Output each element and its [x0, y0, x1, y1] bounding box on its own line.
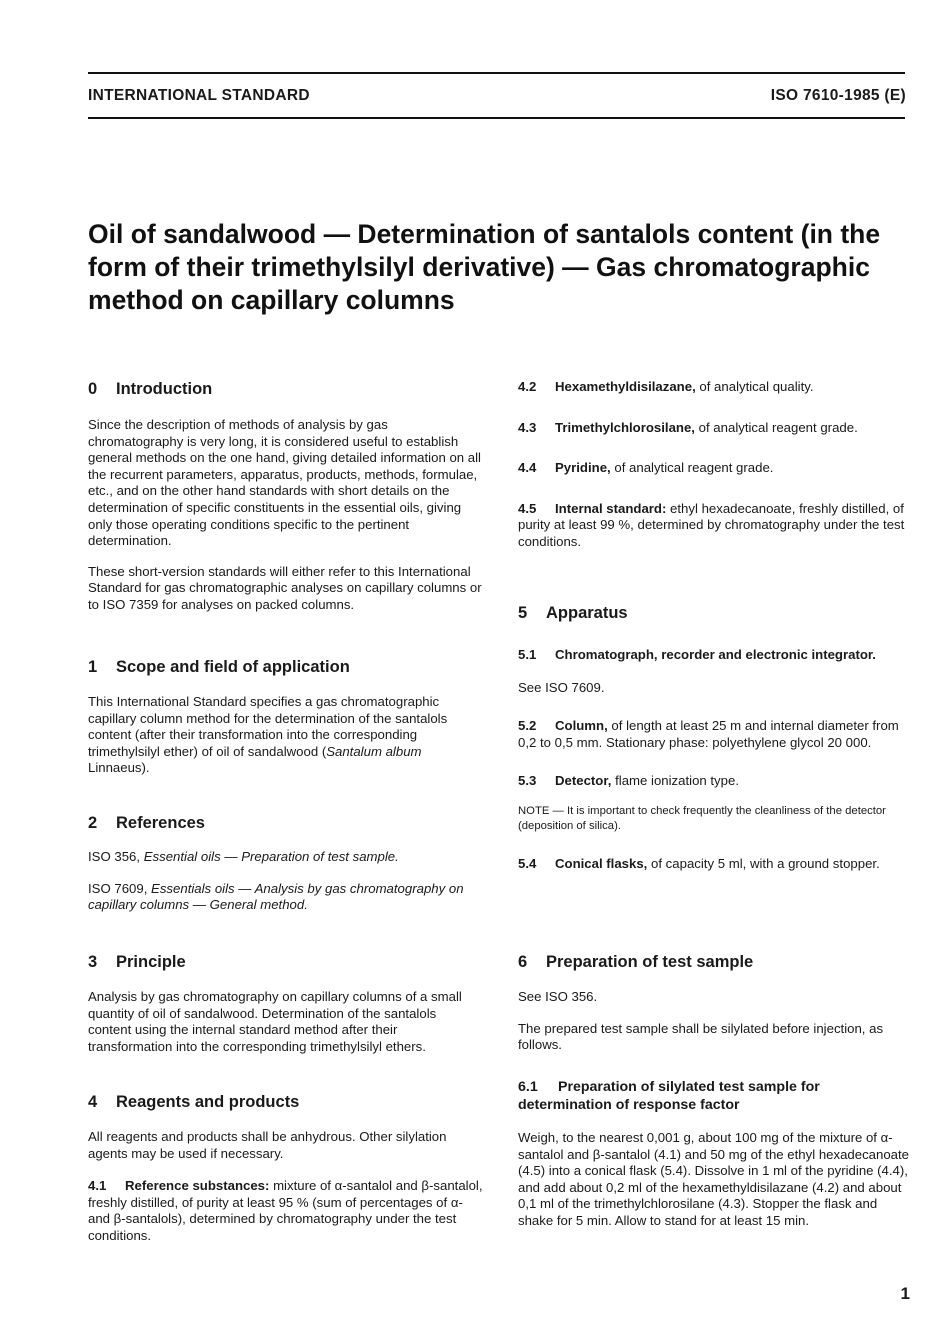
- item-4-1: 4.1 Reference substances: mixture of α-santalol and β-santalol, freshly distilled, of purity at least 95 % (sum of percentages of α- and β-santalols), determined by chromatography under the test conditions.: [88, 1178, 483, 1243]
- silylation-procedure: Weigh, to the nearest 0,001 g, about 100 mg of the mixture of α-santalol and β-santalol (4.1) and 50 mg of the ethyl hexadecanoate (4.5) into a conical flask (5.4). Dissolve in 1 ml of the pyridine (4.4), and add about 0,2 ml of the hexamethyldisilazane (4.2) and about 0,1 ml of the trimethylchlorosilane (4.3). Stopper the flask and shake for 5 min. Allow to stand for at least 15 min.: [518, 1130, 910, 1228]
- section-2-heading: 2 References: [88, 814, 205, 832]
- item-5-1-text: See ISO 7609.: [518, 679, 605, 695]
- intro-paragraph-2: These short-version standards will either refer to this International Standard for gas chromatographic analyses on capillary columns or to ISO 7359 for analyses on packed columns.: [88, 563, 482, 612]
- section-1-heading: 1 Scope and field of application: [88, 658, 350, 676]
- subsection-6-1-heading: 6.1 Preparation of silylated test sample for determination of response factor: [518, 1079, 820, 1113]
- section-0-body: [88, 417, 483, 614]
- section-6-paragraph: The prepared test sample shall be silylated before injection, as follows.: [518, 1020, 884, 1053]
- reference-iso-7609: ISO 7609, Essentials oils — Analysis by gas chromatography on capillary columns — General method.: [88, 880, 464, 913]
- item-5-3: 5.3 Detector, flame ionization type.: [518, 773, 739, 789]
- note-detector: NOTE — It is important to check frequently the cleanliness of the detector (deposition of silica).: [518, 804, 886, 832]
- item-4-4: 4.4 Pyridine, of analytical reagent grade.: [518, 460, 774, 476]
- section-3-heading: 3 Principle: [88, 953, 186, 971]
- intro-paragraph-1: Since the description of methods of analysis by gas chromatography is very long, it is considered useful to establish general methods on the one hand, giving detailed information on all the recurrent parameters, apparatus, products, methods, formulae, etc., and on the other hand standards with short details on the determination of specific constituents in the essential oils, giving only those operating conditions specific to the pertinent determination.: [88, 417, 481, 549]
- subsection-6-1-body: [518, 1130, 910, 1230]
- scope-paragraph: This International Standard specifies a gas chromatographic capillary column method for the determination of the santalols content (after their transformation into the corresponding trimethylsilyl ether) of oil of sandalwood (Santalum album Linnaeus).: [88, 694, 448, 776]
- section-6-heading: 6 Preparation of test sample: [518, 953, 754, 971]
- section-6-see: See ISO 356.: [518, 989, 598, 1004]
- section-5-body: [518, 647, 910, 873]
- item-4-5: 4.5 Internal standard: ethyl hexadecanoate, freshly distilled, of purity at least 99 %, determined by chromatography under the test conditions.: [518, 500, 905, 549]
- section-4-heading: 4 Reagents and products: [88, 1093, 300, 1111]
- top-rule: [88, 72, 905, 74]
- reference-iso-356: ISO 356, Essential oils — Preparation of test sample.: [88, 849, 399, 864]
- doc-type-label: INTERNATIONAL STANDARD: [88, 87, 310, 104]
- section-4-continued: [518, 379, 910, 551]
- section-0-heading: 0 Introduction: [88, 380, 213, 398]
- item-5-2: 5.2 Column, of length at least 25 m and internal diameter from 0,2 to 0,5 mm. Stationary phase: polyethylene glycol 20 000.: [518, 718, 899, 750]
- standard-number: ISO 7610-1985 (E): [770, 87, 906, 104]
- section-5-heading: 5 Apparatus: [518, 604, 628, 622]
- item-5-4: 5.4 Conical flasks, of capacity 5 ml, with a ground stopper.: [518, 855, 880, 871]
- principle-paragraph: Analysis by gas chromatography on capillary columns of a small quantity of oil of sandalwood. Determination of the santalols content using the internal standard method after their transformation into the corresponding trimethylsilyl ethers.: [88, 989, 462, 1054]
- header-rule: [88, 117, 905, 119]
- section-4-body: [88, 1129, 483, 1245]
- reagents-paragraph: All reagents and products shall be anhydrous. Other silylation agents may be used if necessary.: [88, 1129, 447, 1161]
- document-title: Oil of sandalwood — Determination of santalols content (in the form of their trimethylsilyl derivative) — Gas chromatographic method on capillary columns: [88, 219, 881, 315]
- section-1-body: [88, 694, 483, 777]
- section-3-body: [88, 989, 483, 1055]
- item-5-1: 5.1 Chromatograph, recorder and electronic integrator.: [518, 647, 876, 662]
- page-number: 1: [900, 1284, 910, 1303]
- item-4-2: 4.2 Hexamethyldisilazane, of analytical quality.: [518, 379, 814, 394]
- item-4-3: 4.3 Trimethylchlorosilane, of analytical reagent grade.: [518, 419, 858, 435]
- section-2-body: [88, 849, 483, 914]
- section-6-body: [518, 989, 910, 1054]
